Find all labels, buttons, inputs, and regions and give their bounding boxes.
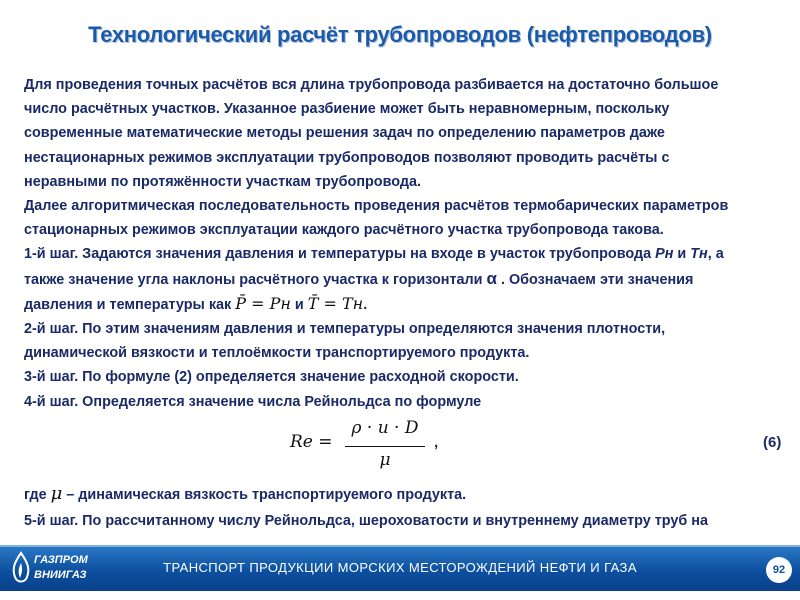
logo-line: ГАЗПРОМ (34, 554, 88, 566)
text-span: где (24, 487, 51, 503)
symbol-alpha: α (486, 268, 497, 288)
text-line: 2-й шаг. По этим значениям давления и температуры определяются значения плотности, (24, 321, 666, 338)
formula-numerator: ρ · u · D (351, 418, 419, 438)
text-span: также значение угла наклоны расчётного участка к горизонтали (24, 271, 487, 288)
text-line: Далее алгоритмическая последовательность проведения расчётов термобарических параметров (24, 198, 729, 215)
footer-bar (0, 545, 800, 591)
text-span: и (290, 296, 308, 313)
text-line (24, 242, 784, 266)
logo-line: ВНИИГАЗ (34, 569, 87, 581)
symbol-pn: Рн (655, 246, 674, 263)
text-line: стационарных режимов эксплуатации каждого расчётного участка трубопровода такова. (24, 222, 664, 239)
text-line: 4-й шаг. Определяется значение числа Рейнольдса по формуле (24, 393, 482, 410)
equation-number: (6) (763, 434, 782, 451)
text-line: неравными по протяжённости участкам трубопровода. (24, 173, 421, 190)
formula-denominator: μ (379, 450, 391, 470)
text-span: . Обозначаем эти значения (496, 271, 694, 288)
equation-t-bar: T̄ = Tн (307, 293, 364, 313)
body-text-lower (24, 482, 784, 533)
footer-caption: ТРАНСПОРТ ПРОДУКЦИИ МОРСКИХ МЕСТОРОЖДЕНИЙ НЕФТИ И ГАЗА (163, 560, 637, 575)
text-line (24, 292, 784, 317)
text-line: 5-й шаг. По рассчитанному числу Рейнольдса, шероховатости и внутреннему диаметру труб на (24, 513, 708, 530)
text-span: 1-й шаг. Задаются значения давления и температуры на входе в участок трубопровода (24, 246, 656, 263)
text-line: число расчётных участков. Указанное разбиение может быть неравномерным, поскольку (24, 101, 670, 118)
text-span: и (673, 246, 691, 263)
text-line: современные математические методы решения задач по определению параметров даже (24, 125, 665, 142)
text-span: – динамическая вязкость транспортируемого продукта. (62, 487, 467, 503)
equation-p-bar: P̄ = Pн (235, 293, 291, 313)
formula-lhs: Re = (290, 432, 333, 452)
symbol-tn: Тн (690, 246, 708, 263)
text-line: динамической вязкости и теплоёмкости транспортируемого продукта. (24, 345, 530, 362)
text-span: . (363, 296, 368, 313)
text-line: нестационарных режимов эксплуатации трубопроводов позволяют проводить расчёты с (24, 149, 670, 166)
text-span: давления и температуры как (24, 296, 236, 313)
text-line (24, 267, 784, 292)
symbol-mu: μ (50, 483, 63, 504)
formula-comma: , (434, 434, 439, 451)
slide-title: Технологический расчёт трубопроводов (нефтепроводов) (88, 22, 712, 47)
text-line (24, 482, 784, 507)
text-line: Для проведения точных расчётов вся длина трубопровода разбивается на достаточно большое (24, 77, 719, 93)
text-span: , а (707, 246, 724, 263)
fraction-bar (345, 446, 425, 447)
text-line: 3-й шаг. По формуле (2) определяется значение расходной скорости. (24, 369, 519, 386)
page-number: 92 (766, 557, 792, 583)
reynolds-formula (0, 418, 800, 474)
body-text (24, 73, 784, 414)
